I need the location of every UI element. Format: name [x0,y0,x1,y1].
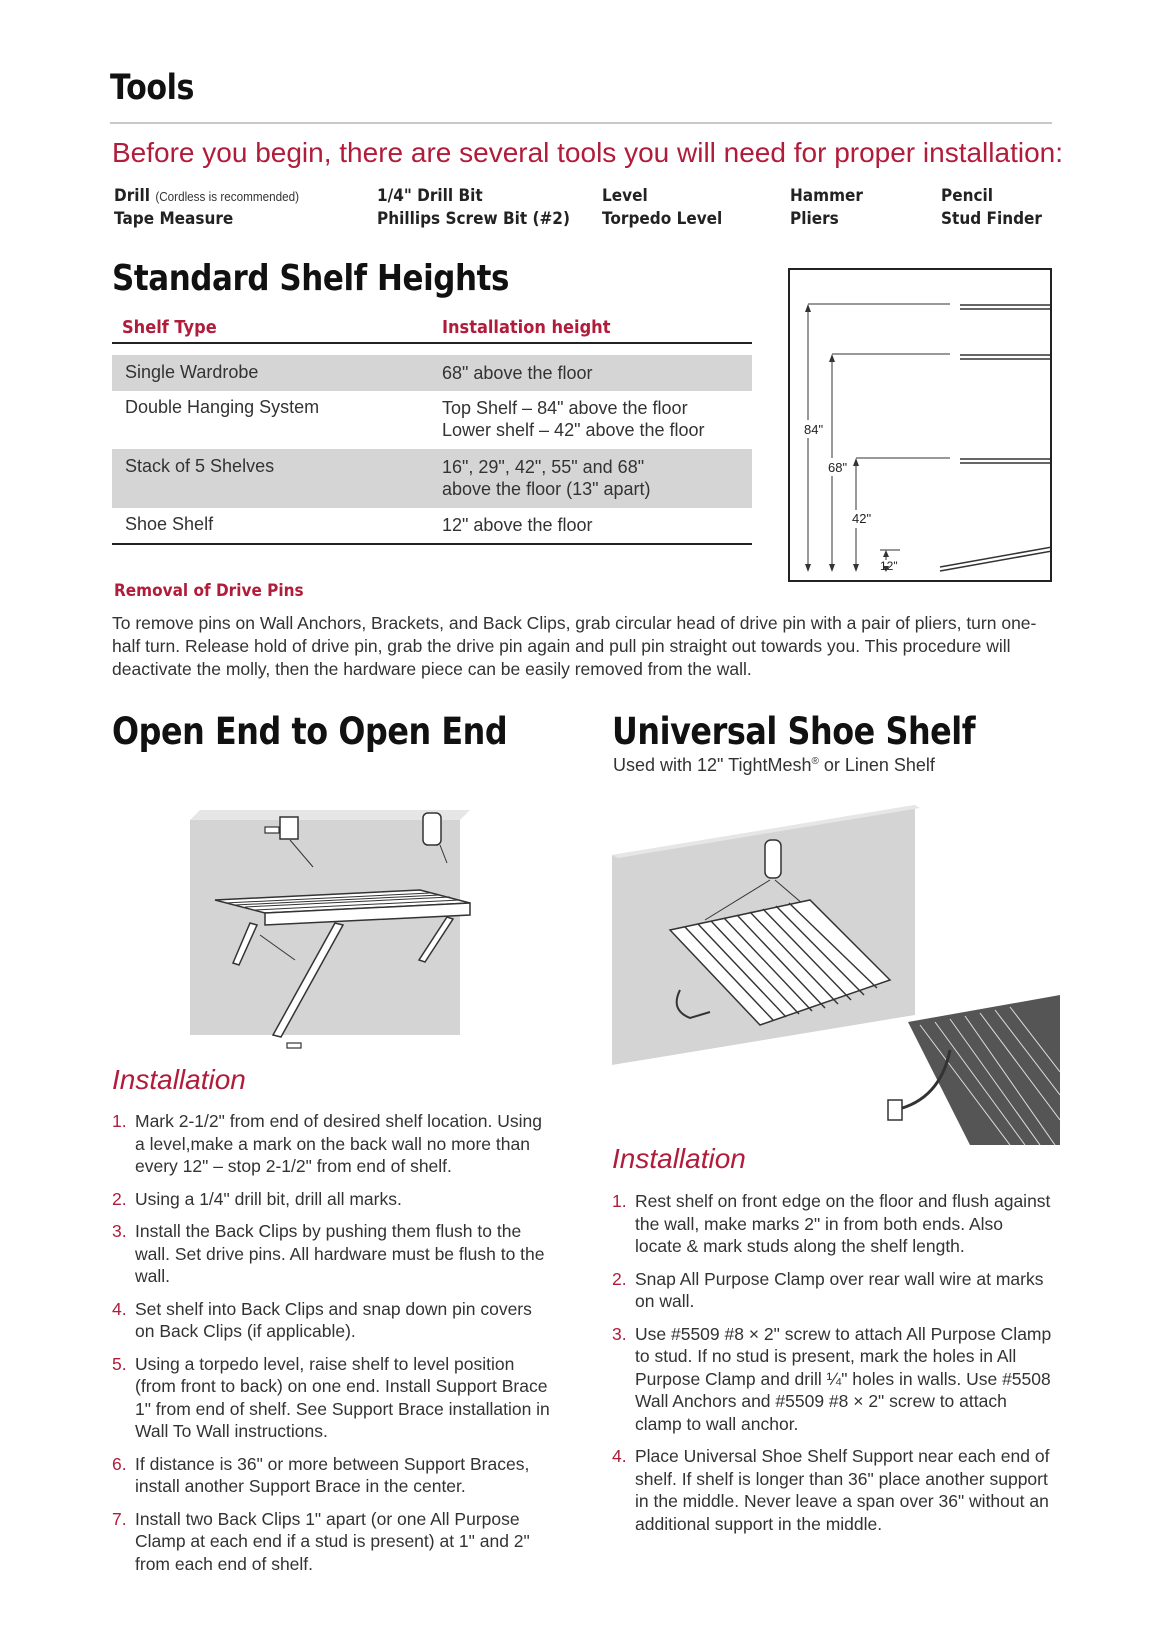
table-row [112,391,752,449]
open-end-shelf-illustration [185,795,485,1075]
list-item: 1. Mark 2-1/2" from end of desired shelf location. Using a level,make a mark on the back wall no more than every 12" – stop 2-1/2" from end of shelf. [112,1111,542,1176]
table-row [112,355,752,391]
row-shelf-type: Double Hanging System [125,397,320,417]
column-header-installation-height: Installation height [442,317,611,338]
list-item: 3. Use #5509 #8 × 2" screw to attach All Purpose Clamp to stud. If no stud is present, mark the holes in All Purpose Clamp and drill ¼" holes in walls. Use #5508 Wall Anchors and #5509 #8 × 2" screw to attach clamp to wall anchor. [612,1323,1052,1434]
open-end-installation-heading: Installation [112,1064,246,1095]
tool-phillips-bit: Phillips Screw Bit (#2) [377,209,570,229]
shelf-heights-diagram [788,268,1052,582]
list-item: 7. Install two Back Clips 1" apart (or one All Purpose Clamp at each end if a stud is present) at 1" and 2" from each end of shelf. [112,1508,530,1574]
tool-torpedo-level: Torpedo Level [602,209,723,229]
tool-drill-label: Drill [114,186,150,206]
list-item: 1. Rest shelf on front edge on the floor and flush against the wall, make marks 2" in from both ends. Also locate & mark studs along the shelf length. [612,1191,1051,1256]
tool-stud-finder: Stud Finder [941,209,1042,229]
shelf-heights-title: Standard Shelf Heights [112,258,509,299]
list-item: 5. Using a torpedo level, raise shelf to level position (from front to back) on one end. Install Support Brace 1" from end of shelf. See Support Brace installation in Wall To Wall instructions. [112,1353,550,1441]
table-header-rule [112,342,752,344]
list-item: 2. Using a 1/4" drill bit, drill all marks. [112,1188,402,1209]
list-item: 4. Set shelf into Back Clips and snap down pin covers on Back Clips (if applicable). [112,1298,532,1341]
shoe-shelf-title: Universal Shoe Shelf [612,710,976,753]
list-item: 6. If distance is 36" or more between Support Braces, install another Support Brace in the center. [112,1453,530,1496]
table-bottom-rule [112,543,752,545]
list-item: 4. Place Universal Shoe Shelf Support near each end of shelf. If shelf is longer than 36" place another support in the middle. Never leave a span over 36" without an additional support in the middle. [612,1446,1050,1534]
tool-tape-measure: Tape Measure [114,209,234,229]
open-end-steps [112,1110,552,1585]
shoe-shelf-installation-heading: Installation [612,1143,746,1174]
column-header-shelf-type: Shelf Type [122,317,217,338]
row-height: 16", 29", 42", 55" and 68" [442,457,645,477]
tool-drill [114,186,299,206]
tools-title: Tools [110,68,194,108]
diagram-label-42: 42" [852,511,872,526]
table-row [112,508,752,543]
drive-pins-title: Removal of Drive Pins [114,581,304,601]
row-height-line-2: Lower shelf – 42" above the floor [442,420,705,440]
open-end-title: Open End to Open End [112,710,508,753]
tool-pencil: Pencil [941,186,994,206]
diagram-label-68: 68" [828,460,848,475]
row-height: 68" above the floor [442,363,593,383]
tool-pliers: Pliers [790,209,839,229]
row-height: Top Shelf – 84" above the floor [442,398,688,418]
list-item: 2. Snap All Purpose Clamp over rear wall wire at marks on wall. [612,1268,1044,1311]
table-row [112,449,752,508]
drive-pins-text: To remove pins on Wall Anchors, Brackets, and Back Clips, grab circular head of drive pin with a pair of pliers, turn one-half turn. Release hold of drive pin, grab the drive pin again and pull pin straight out towards you. This procedure will deactivate the molly, then the hardware piece can be easily removed from the wall. [112,613,1037,679]
row-shelf-type: Shoe Shelf [125,514,214,534]
row-height-line-2: above the floor (13" apart) [442,479,651,499]
section-divider [110,122,1052,124]
tool-level: Level [602,186,648,206]
row-height: 12" above the floor [442,515,593,535]
shoe-shelf-steps [612,1190,1052,1545]
shoe-shelf-illustration [610,800,1060,1145]
tools-intro: Before you begin, there are several tools you will need for proper installation: [112,137,1063,168]
row-shelf-type: Stack of 5 Shelves [125,456,275,476]
list-item: 3. Install the Back Clips by pushing them flush to the wall. Set drive pins. All hardware must be flush to the wall. [112,1221,545,1286]
tool-hammer: Hammer [790,186,863,206]
shoe-shelf-subtitle: Used with 12" TightMesh® or Linen Shelf [613,755,935,775]
diagram-label-12: 12" [880,559,898,573]
row-shelf-type: Single Wardrobe [125,362,259,382]
tool-drill-bit: 1/4" Drill Bit [377,186,483,206]
diagram-label-84: 84" [804,422,824,437]
tool-drill-note: (Cordless is recommended) [155,189,300,204]
